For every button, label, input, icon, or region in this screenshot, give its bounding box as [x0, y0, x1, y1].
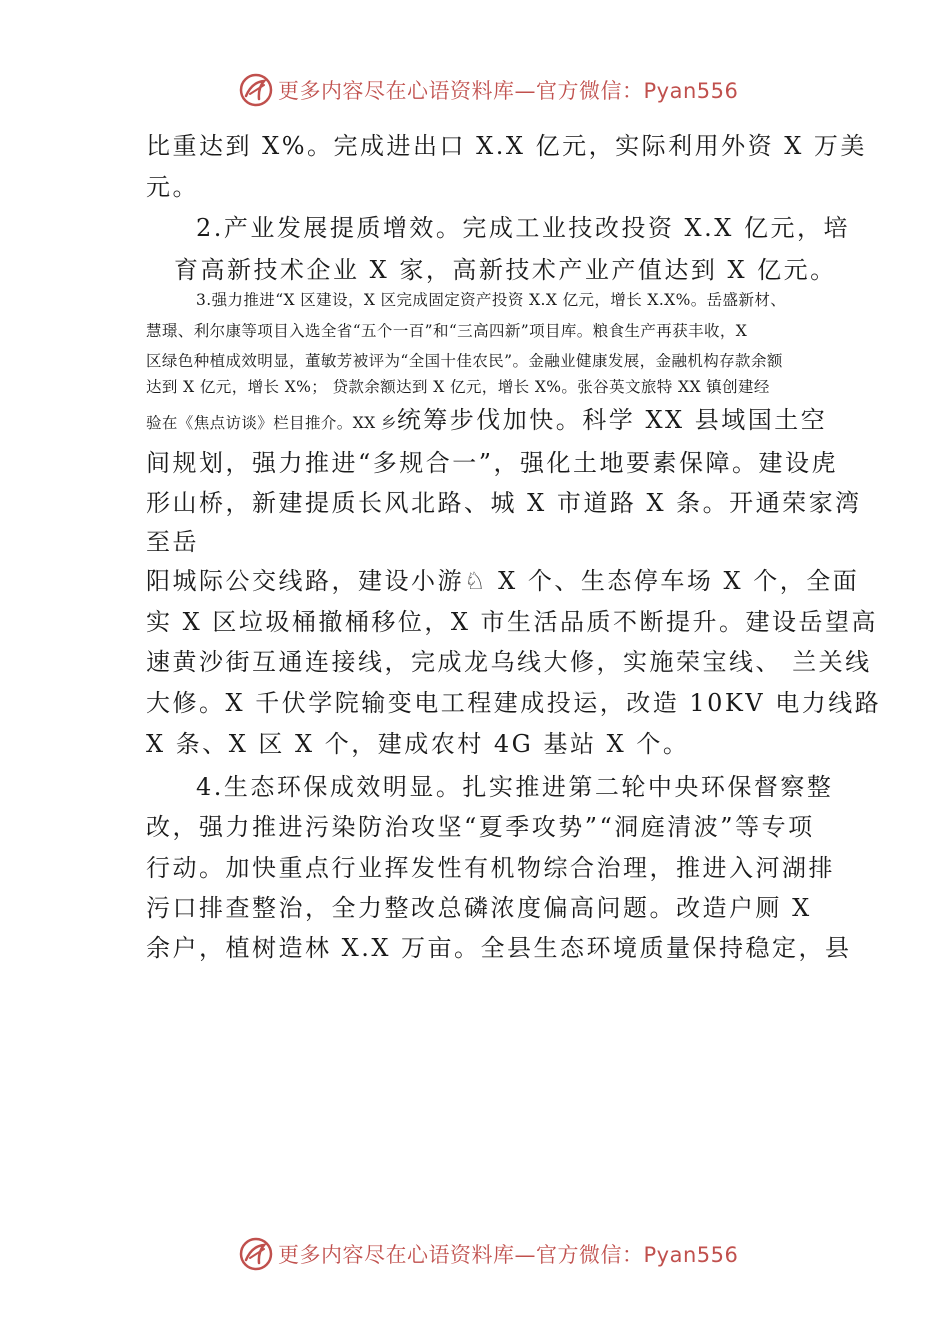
watermark-logo-icon [238, 1236, 274, 1272]
paragraph-4-line: 改，强力推进污染防治攻坚“夏季攻势”“洞庭清波”等专项 [146, 813, 815, 841]
paragraph-4-line: 4.生态环保成效明显。扎实推进第二轮中央环保督察整 [196, 773, 834, 801]
paragraph-4-line: 污口排查整治，全力整改总磷浓度偏高问题。改造户厕 X [146, 894, 812, 922]
text-line: 间规划，强力推进“多规合一”，强化土地要素保障。建设虎 [146, 449, 839, 477]
watermark-header [238, 70, 739, 110]
text-line: 阳城际公交线路，建设小游♘ X 个、生态停车场 X 个，全面 [146, 567, 860, 595]
watermark-footer [238, 1234, 739, 1274]
paragraph-2-line: 2.产业发展提质增效。完成工业技改投资 X.X 亿元，培 [196, 214, 850, 242]
paragraph-3-small-line: 达到 X 亿元，增长 X%； 贷款余额达到 X 亿元，增长 X%。张谷英文旅特 XX 镇创建经 [146, 378, 770, 396]
watermark-logo-icon [238, 72, 274, 108]
mixed-line-large-part: 统筹步伐加快。科学 XX 县域国土空 [396, 406, 828, 434]
paragraph-3-small-line: 区绿色种植成效明显，董敏芳被评为“全国十佳农民”。金融业健康发展，金融机构存款余额 [146, 352, 783, 370]
watermark-text: 更多内容尽在心语资料库—官方微信：Pyan556 [278, 1243, 739, 1267]
text-line: 至岳 [146, 528, 199, 556]
text-line: 元。 [146, 173, 199, 201]
paragraph-3-small-line: 3.强力推进“X 区建设，X 区完成固定资产投资 X.X 亿元，增长 X.X%。岳盛新材、 [196, 291, 787, 309]
paragraph-4-line: 余户，植树造林 X.X 万亩。全县生态环境质量保持稳定，县 [146, 934, 852, 962]
text-line: 实 X 区垃圾桶撤桶移位，X 市生活品质不断提升。建设岳望高 [146, 608, 879, 636]
watermark-text: 更多内容尽在心语资料库—官方微信：Pyan556 [278, 79, 739, 103]
text-line: X 条、X 区 X 个，建成农村 4G 基站 X 个。 [146, 730, 690, 758]
text-line: 大修。X 千伏学院输变电工程建成投运，改造 10KV 电力线路 [146, 689, 882, 717]
paragraph-3-small-line: 慧璟、利尔康等项目入选全省“五个一百”和“三高四新”项目库。粮食生产再获丰收，X [146, 322, 748, 340]
text-line: 形山桥，新建提质长风北路、城 X 市道路 X 条。开通荣家湾 [146, 489, 862, 517]
text-line: 比重达到 X%。完成进出口 X.X 亿元，实际利用外资 X 万美 [146, 132, 867, 160]
mixed-size-line [146, 405, 827, 438]
mixed-line-small-part: 验在《焦点访谈》栏目推介。XX 乡 [146, 414, 397, 432]
text-line: 速黄沙街互通连接线，完成龙乌线大修，实施荣宝线、 兰关线 [146, 648, 872, 676]
paragraph-2-line: 育高新技术企业 X 家，高新技术产业产值达到 X 亿元。 [174, 256, 837, 284]
paragraph-4-line: 行动。加快重点行业挥发性有机物综合治理，推进入河湖排 [146, 854, 835, 882]
